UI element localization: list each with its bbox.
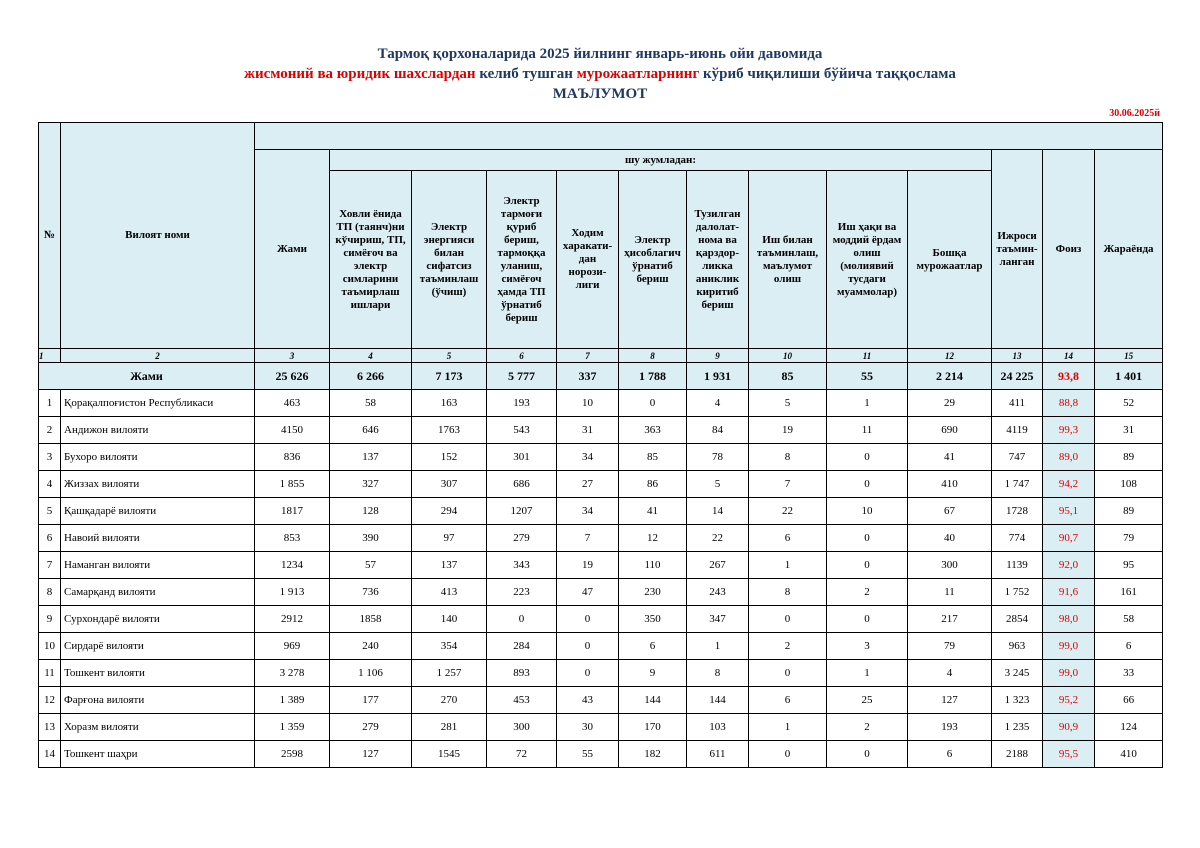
report-table	[38, 122, 1163, 768]
data-cell: 79	[908, 633, 992, 660]
row-number: 11	[39, 660, 61, 687]
data-cell: 9	[619, 660, 687, 687]
data-cell: 137	[330, 444, 412, 471]
data-cell: 11	[827, 417, 908, 444]
data-cell: 72	[487, 741, 557, 768]
data-cell: 12	[619, 525, 687, 552]
data-cell: 140	[412, 606, 487, 633]
percent-cell: 95,1	[1043, 498, 1095, 525]
data-cell: 240	[330, 633, 412, 660]
report-title-line1: Тармоқ қорхоналарида 2025 йилнинг январь-июнь ойи давомида	[377, 46, 823, 62]
data-cell: 1	[687, 633, 749, 660]
data-cell: 29	[908, 390, 992, 417]
region-name: Сирдарё вилояти	[61, 633, 255, 660]
data-cell: 163	[412, 390, 487, 417]
data-cell: 543	[487, 417, 557, 444]
data-cell: 343	[487, 552, 557, 579]
data-cell: 4119	[992, 417, 1043, 444]
total-cell: 85	[749, 363, 827, 390]
header-staff: Ходим харакати-дан норози-лиги	[557, 171, 619, 349]
column-number: 11	[827, 349, 908, 363]
row-number: 9	[39, 606, 61, 633]
data-cell: 43	[557, 687, 619, 714]
data-cell: 52	[1095, 390, 1163, 417]
data-cell: 67	[908, 498, 992, 525]
data-cell: 31	[557, 417, 619, 444]
data-cell: 0	[827, 525, 908, 552]
data-cell: 1763	[412, 417, 487, 444]
data-cell: 1207	[487, 498, 557, 525]
column-number: 10	[749, 349, 827, 363]
header-employment: Иш билан таъминлаш, маълумот олиш	[749, 171, 827, 349]
data-cell: 30	[557, 714, 619, 741]
data-cell: 307	[412, 471, 487, 498]
region-name: Сурхондарё вилояти	[61, 606, 255, 633]
data-cell: 0	[557, 633, 619, 660]
total-cell: 1 788	[619, 363, 687, 390]
percent-cell: 90,7	[1043, 525, 1095, 552]
data-cell: 89	[1095, 444, 1163, 471]
data-cell: 7	[557, 525, 619, 552]
table-row	[39, 552, 1163, 579]
data-cell: 1 257	[412, 660, 487, 687]
column-number: 1	[39, 349, 61, 363]
header-relocation: Ховли ёнида ТП (таянч)ни кўчириш, ТП, симёғоч ва электр симларини таъмирлаш ишлари	[330, 171, 412, 349]
data-cell: 223	[487, 579, 557, 606]
region-name: Наманган вилояти	[61, 552, 255, 579]
data-cell: 41	[619, 498, 687, 525]
total-cell: 5 777	[487, 363, 557, 390]
table-row	[39, 741, 1163, 768]
data-cell: 463	[255, 390, 330, 417]
header-top-blank	[255, 123, 1163, 150]
table-row	[39, 714, 1163, 741]
percent-cell: 98,0	[1043, 606, 1095, 633]
data-cell: 127	[330, 741, 412, 768]
report-date: 30.06.2025й	[1109, 108, 1160, 119]
table-row	[39, 606, 1163, 633]
data-cell: 1234	[255, 552, 330, 579]
column-number: 5	[412, 349, 487, 363]
data-cell: 300	[487, 714, 557, 741]
data-cell: 57	[330, 552, 412, 579]
data-cell: 350	[619, 606, 687, 633]
data-cell: 124	[1095, 714, 1163, 741]
data-cell: 193	[908, 714, 992, 741]
data-cell: 2	[827, 579, 908, 606]
data-cell: 41	[908, 444, 992, 471]
data-cell: 2	[749, 633, 827, 660]
data-cell: 0	[827, 741, 908, 768]
data-cell: 0	[827, 552, 908, 579]
data-cell: 33	[1095, 660, 1163, 687]
data-cell: 1545	[412, 741, 487, 768]
data-cell: 144	[687, 687, 749, 714]
data-cell: 14	[687, 498, 749, 525]
row-number: 3	[39, 444, 61, 471]
header-meter: Электр ҳисоблагич ўрнатиб бериш	[619, 171, 687, 349]
data-cell: 327	[330, 471, 412, 498]
data-cell: 66	[1095, 687, 1163, 714]
data-cell: 10	[827, 498, 908, 525]
data-cell: 5	[687, 471, 749, 498]
region-name: Қашқадарё вилояти	[61, 498, 255, 525]
region-name: Жиззах вилояти	[61, 471, 255, 498]
data-cell: 363	[619, 417, 687, 444]
header-total: Жами	[255, 150, 330, 349]
data-cell: 7	[749, 471, 827, 498]
data-cell: 27	[557, 471, 619, 498]
data-cell: 0	[749, 741, 827, 768]
data-cell: 6	[619, 633, 687, 660]
data-cell: 294	[412, 498, 487, 525]
table-row	[39, 633, 1163, 660]
data-cell: 4	[687, 390, 749, 417]
header-region: Вилоят номи	[61, 123, 255, 349]
data-cell: 969	[255, 633, 330, 660]
data-cell: 284	[487, 633, 557, 660]
data-cell: 34	[557, 444, 619, 471]
data-cell: 281	[412, 714, 487, 741]
data-cell: 78	[687, 444, 749, 471]
total-cell: 25 626	[255, 363, 330, 390]
data-cell: 97	[412, 525, 487, 552]
data-cell: 6	[749, 687, 827, 714]
region-name: Хоразм вилояти	[61, 714, 255, 741]
column-number: 3	[255, 349, 330, 363]
table-row	[39, 579, 1163, 606]
data-cell: 413	[412, 579, 487, 606]
data-cell: 47	[557, 579, 619, 606]
data-cell: 1	[749, 714, 827, 741]
row-number: 14	[39, 741, 61, 768]
data-cell: 774	[992, 525, 1043, 552]
data-cell: 19	[557, 552, 619, 579]
data-cell: 411	[992, 390, 1043, 417]
data-cell: 410	[908, 471, 992, 498]
title-highlight-2: мурожаатларнинг	[576, 66, 700, 82]
table-row	[39, 390, 1163, 417]
title-text-end: кўриб чиқилиши бўйича таққослама	[699, 66, 956, 82]
data-cell: 1817	[255, 498, 330, 525]
data-cell: 217	[908, 606, 992, 633]
data-cell: 301	[487, 444, 557, 471]
data-cell: 270	[412, 687, 487, 714]
data-cell: 1	[749, 552, 827, 579]
data-cell: 347	[687, 606, 749, 633]
data-cell: 25	[827, 687, 908, 714]
total-cell: 7 173	[412, 363, 487, 390]
table-row	[39, 417, 1163, 444]
region-name: Навоий вилояти	[61, 525, 255, 552]
data-cell: 243	[687, 579, 749, 606]
row-number: 12	[39, 687, 61, 714]
data-cell: 95	[1095, 552, 1163, 579]
header-quality: Электр энергияси билан сифатсиз таъминлаш (ўчиш)	[412, 171, 487, 349]
data-cell: 34	[557, 498, 619, 525]
data-cell: 6	[908, 741, 992, 768]
percent-cell: 99,3	[1043, 417, 1095, 444]
column-number: 7	[557, 349, 619, 363]
data-cell: 736	[330, 579, 412, 606]
percent-cell: 95,5	[1043, 741, 1095, 768]
data-cell: 31	[1095, 417, 1163, 444]
data-cell: 0	[827, 444, 908, 471]
header-salary: Иш ҳақи ва моддий ёрдам олиш (молиявий тусдаги муаммолар)	[827, 171, 908, 349]
data-cell: 193	[487, 390, 557, 417]
data-cell: 137	[412, 552, 487, 579]
percent-cell: 89,0	[1043, 444, 1095, 471]
data-cell: 85	[619, 444, 687, 471]
data-cell: 354	[412, 633, 487, 660]
row-number: 10	[39, 633, 61, 660]
column-number: 9	[687, 349, 749, 363]
data-cell: 279	[330, 714, 412, 741]
percent-cell: 99,0	[1043, 660, 1095, 687]
data-cell: 103	[687, 714, 749, 741]
data-cell: 127	[908, 687, 992, 714]
data-cell: 611	[687, 741, 749, 768]
data-cell: 110	[619, 552, 687, 579]
column-number: 12	[908, 349, 992, 363]
data-cell: 1139	[992, 552, 1043, 579]
data-cell: 1858	[330, 606, 412, 633]
title-text-mid: келиб тушган	[475, 66, 577, 82]
row-number: 1	[39, 390, 61, 417]
data-cell: 170	[619, 714, 687, 741]
data-cell: 1 323	[992, 687, 1043, 714]
data-cell: 11	[908, 579, 992, 606]
data-cell: 40	[908, 525, 992, 552]
percent-cell: 95,2	[1043, 687, 1095, 714]
data-cell: 230	[619, 579, 687, 606]
data-cell: 8	[687, 660, 749, 687]
table-row	[39, 471, 1163, 498]
row-number: 5	[39, 498, 61, 525]
data-cell: 1	[827, 390, 908, 417]
table-row	[39, 444, 1163, 471]
data-cell: 1 752	[992, 579, 1043, 606]
region-name: Фарғона вилояти	[61, 687, 255, 714]
column-number: 14	[1043, 349, 1095, 363]
data-cell: 0	[557, 606, 619, 633]
row-number: 2	[39, 417, 61, 444]
data-cell: 0	[487, 606, 557, 633]
data-cell: 3 278	[255, 660, 330, 687]
report-title-line2	[0, 64, 1200, 84]
data-cell: 453	[487, 687, 557, 714]
data-cell: 3	[827, 633, 908, 660]
data-cell: 89	[1095, 498, 1163, 525]
header-other: Бошқа мурожаатлар	[908, 171, 992, 349]
percent-cell: 91,6	[1043, 579, 1095, 606]
total-cell: 24 225	[992, 363, 1043, 390]
data-cell: 55	[557, 741, 619, 768]
table-row	[39, 660, 1163, 687]
total-label: Жами	[39, 363, 255, 390]
percent-cell: 94,2	[1043, 471, 1095, 498]
data-cell: 1 855	[255, 471, 330, 498]
total-cell: 6 266	[330, 363, 412, 390]
table-row	[39, 687, 1163, 714]
data-cell: 10	[557, 390, 619, 417]
row-number: 4	[39, 471, 61, 498]
table-row	[39, 498, 1163, 525]
data-cell: 1 389	[255, 687, 330, 714]
data-cell: 58	[1095, 606, 1163, 633]
data-cell: 646	[330, 417, 412, 444]
data-cell: 390	[330, 525, 412, 552]
total-percent-cell: 93,8	[1043, 363, 1095, 390]
data-cell: 0	[827, 606, 908, 633]
data-cell: 690	[908, 417, 992, 444]
data-cell: 1 235	[992, 714, 1043, 741]
report-title-line3: МАЪЛУМОТ	[552, 86, 648, 102]
header-connection: Электр тармоғи қуриб бериш, тармоққа уланиш, симёғоч ҳамда ТП ўрнатиб бериш	[487, 171, 557, 349]
data-cell: 2912	[255, 606, 330, 633]
total-cell: 337	[557, 363, 619, 390]
data-cell: 0	[557, 660, 619, 687]
data-cell: 267	[687, 552, 749, 579]
data-cell: 22	[749, 498, 827, 525]
data-cell: 2	[827, 714, 908, 741]
data-cell: 6	[749, 525, 827, 552]
header-percent: Фоиз	[1043, 150, 1095, 349]
column-number: 4	[330, 349, 412, 363]
data-cell: 2598	[255, 741, 330, 768]
header-executed: Ижроси таъмин-ланган	[992, 150, 1043, 349]
data-cell: 8	[749, 579, 827, 606]
percent-cell: 88,8	[1043, 390, 1095, 417]
data-cell: 747	[992, 444, 1043, 471]
data-cell: 279	[487, 525, 557, 552]
data-cell: 0	[619, 390, 687, 417]
column-number-row	[39, 349, 1163, 363]
data-cell: 686	[487, 471, 557, 498]
data-cell: 19	[749, 417, 827, 444]
total-cell: 2 214	[908, 363, 992, 390]
total-row	[39, 363, 1163, 390]
data-cell: 2854	[992, 606, 1043, 633]
percent-cell: 90,9	[1043, 714, 1095, 741]
header-act: Тузилган далолат-нома ва қарздор-ликка аниклик киритиб бериш	[687, 171, 749, 349]
data-cell: 1	[827, 660, 908, 687]
data-cell: 182	[619, 741, 687, 768]
row-number: 13	[39, 714, 61, 741]
table-body	[39, 390, 1163, 768]
data-cell: 144	[619, 687, 687, 714]
data-cell: 1 747	[992, 471, 1043, 498]
column-number: 13	[992, 349, 1043, 363]
column-number: 2	[61, 349, 255, 363]
data-cell: 853	[255, 525, 330, 552]
data-cell: 177	[330, 687, 412, 714]
data-cell: 8	[749, 444, 827, 471]
percent-cell: 99,0	[1043, 633, 1095, 660]
column-number: 8	[619, 349, 687, 363]
data-cell: 3 245	[992, 660, 1043, 687]
data-cell: 79	[1095, 525, 1163, 552]
table-row	[39, 525, 1163, 552]
header-in-process: Жараёнда	[1095, 150, 1163, 349]
data-cell: 0	[749, 660, 827, 687]
data-cell: 4	[908, 660, 992, 687]
column-number: 15	[1095, 349, 1163, 363]
percent-cell: 92,0	[1043, 552, 1095, 579]
region-name: Андижон вилояти	[61, 417, 255, 444]
data-cell: 58	[330, 390, 412, 417]
data-cell: 1728	[992, 498, 1043, 525]
row-number: 7	[39, 552, 61, 579]
data-cell: 836	[255, 444, 330, 471]
column-number: 6	[487, 349, 557, 363]
region-name: Тошкент вилояти	[61, 660, 255, 687]
region-name: Бухоро вилояти	[61, 444, 255, 471]
data-cell: 1 913	[255, 579, 330, 606]
data-cell: 128	[330, 498, 412, 525]
region-name: Самарқанд вилояти	[61, 579, 255, 606]
data-cell: 300	[908, 552, 992, 579]
region-name: Қорақалпоғистон Республикаси	[61, 390, 255, 417]
total-cell: 55	[827, 363, 908, 390]
data-cell: 86	[619, 471, 687, 498]
title-highlight-1: жисмоний ва юридик шахслардан	[244, 66, 476, 82]
region-name: Тошкент шаҳри	[61, 741, 255, 768]
data-cell: 410	[1095, 741, 1163, 768]
row-number: 6	[39, 525, 61, 552]
data-cell: 108	[1095, 471, 1163, 498]
header-including: шу жумладан:	[330, 150, 992, 171]
data-cell: 2188	[992, 741, 1043, 768]
data-cell: 152	[412, 444, 487, 471]
data-cell: 22	[687, 525, 749, 552]
data-cell: 6	[1095, 633, 1163, 660]
data-cell: 161	[1095, 579, 1163, 606]
header-no: №	[39, 123, 61, 349]
data-cell: 1 106	[330, 660, 412, 687]
data-cell: 84	[687, 417, 749, 444]
data-cell: 0	[749, 606, 827, 633]
total-cell: 1 401	[1095, 363, 1163, 390]
total-cell: 1 931	[687, 363, 749, 390]
data-cell: 893	[487, 660, 557, 687]
data-cell: 4150	[255, 417, 330, 444]
data-cell: 1 359	[255, 714, 330, 741]
data-cell: 5	[749, 390, 827, 417]
row-number: 8	[39, 579, 61, 606]
data-cell: 963	[992, 633, 1043, 660]
data-cell: 0	[827, 471, 908, 498]
